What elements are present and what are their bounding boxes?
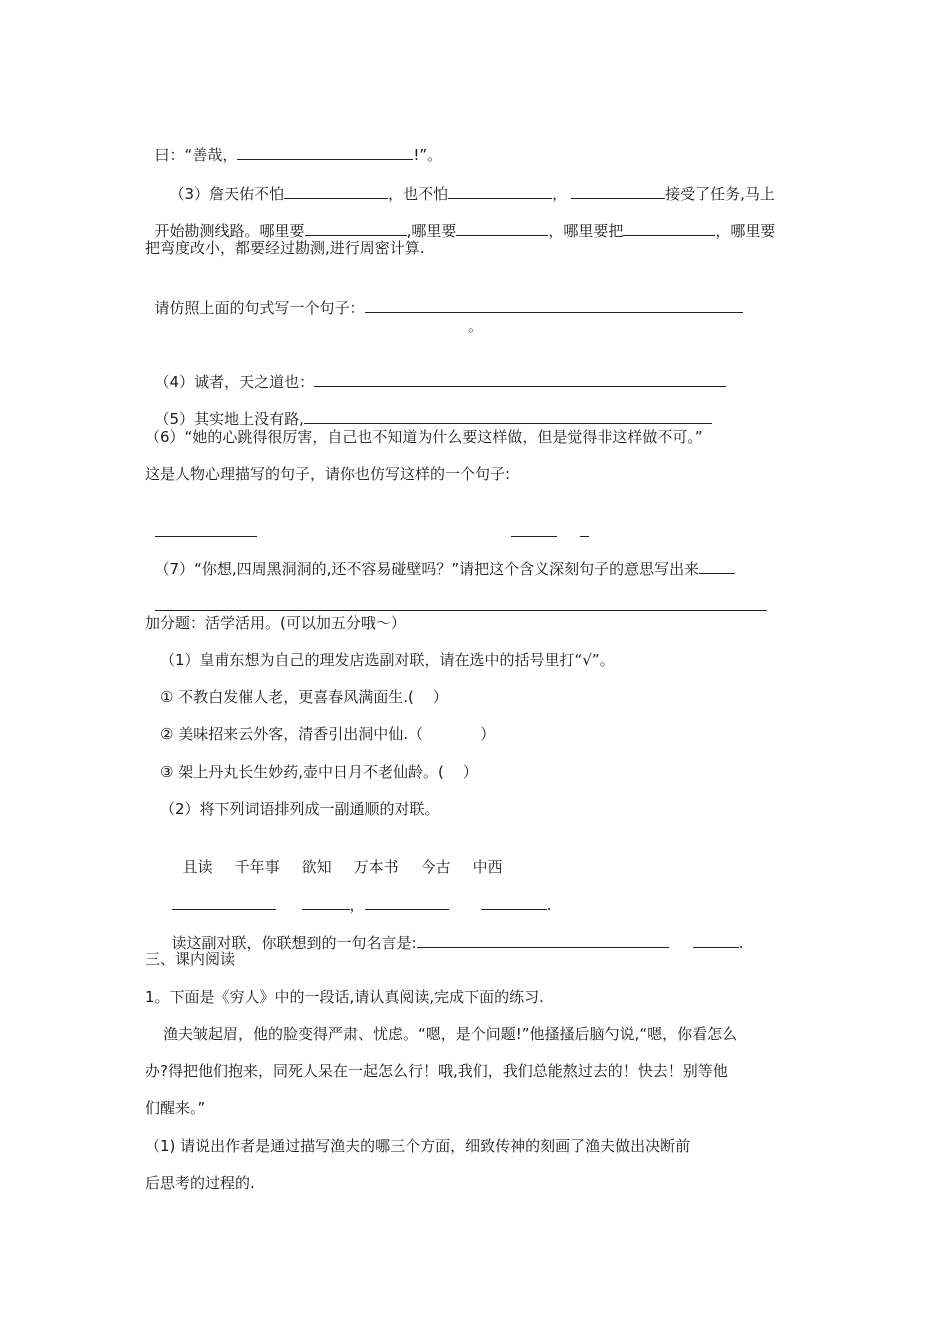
answer-blank[interactable] bbox=[580, 522, 589, 537]
word-item: 今古 bbox=[420, 858, 451, 876]
answer-blank[interactable] bbox=[448, 184, 552, 199]
word-item: 欲知 bbox=[301, 858, 332, 876]
text: （4）诚者，天之道也： bbox=[154, 373, 315, 391]
text: ,哪里要 bbox=[406, 222, 457, 240]
answer-blank[interactable] bbox=[481, 895, 547, 910]
text: 开始勘测线路。哪里要 bbox=[154, 222, 305, 240]
text: ， bbox=[552, 185, 568, 203]
text: ，也不怕 bbox=[388, 185, 449, 203]
section-heading: 三、课内阅读 bbox=[145, 950, 236, 968]
answer-blank[interactable] bbox=[304, 409, 712, 424]
answer-blank[interactable] bbox=[305, 221, 407, 236]
passage-line-3: 们醒来。” bbox=[145, 1099, 206, 1117]
text: ，哪里要把 bbox=[548, 222, 624, 240]
word-item: 中西 bbox=[472, 858, 503, 876]
question-7 bbox=[145, 539, 735, 578]
passage-line-2: 办?得把他们抱来，同死人呆在一起怎么行！哦,我们，我们总能熬过去的！快去！别等他 bbox=[145, 1062, 728, 1080]
word-list bbox=[173, 837, 503, 876]
answer-blank[interactable] bbox=[155, 596, 767, 611]
text: . bbox=[546, 896, 552, 914]
bonus-q2: （2）将下列词语排列成一副通顺的对联。 bbox=[160, 800, 440, 818]
answer-blank[interactable] bbox=[302, 895, 350, 910]
word-item: 万本书 bbox=[353, 858, 399, 876]
reading-question-1: （1) 请说出作者是通过描写渔夫的哪三个方面，细致传神的刻画了渔夫做出决断前 bbox=[145, 1137, 691, 1155]
answer-blank[interactable] bbox=[623, 221, 715, 236]
question-5 bbox=[145, 389, 712, 428]
couplet-option-1[interactable]: ① 不教白发催人老，更喜春风满面生.( ） bbox=[160, 688, 448, 706]
reading-intro: 1。下面是《穷人》中的一段话,请认真阅读,完成下面的练习. bbox=[145, 988, 544, 1006]
reading-question-1-cont: 后思考的过程的. bbox=[145, 1174, 255, 1192]
text: （7）“你想,四周黑洞洞的,还不容易碰壁吗？”请把这个含义深刻句子的意思写出来 bbox=[154, 560, 700, 578]
motto-prompt bbox=[162, 913, 744, 952]
question-6-line1: （6）“她的心跳得很厉害，自己也不知道为什么要这样做，但是觉得非这样做不可。” bbox=[145, 428, 703, 446]
answer-blank[interactable] bbox=[365, 298, 743, 313]
answer-blank[interactable] bbox=[155, 522, 257, 537]
answer-blank[interactable] bbox=[284, 184, 388, 199]
answer-blank[interactable] bbox=[571, 184, 665, 199]
text: !”。 bbox=[413, 146, 443, 164]
text: （5）其实地上没有路, bbox=[154, 410, 304, 428]
couplet-option-3[interactable]: ③ 架上丹丸长生妙药,壶中日月不老仙龄。( ） bbox=[160, 763, 478, 781]
text: ， bbox=[349, 896, 365, 914]
question-3-line3: 把弯度改小，都要经过勘测,进行周密计算. bbox=[145, 239, 425, 257]
answer-blank[interactable] bbox=[699, 559, 735, 574]
word-item: 且读 bbox=[182, 858, 213, 876]
passage-line-1: 渔夫皱起眉，他的脸变得严肃、忧虑。“嗯，是个问题!”他搔搔后脑勺说,“嗯，你看怎么 bbox=[163, 1025, 738, 1043]
question-6-line2: 这是人物心理描写的句子，请你也仿写这样的一个句子: bbox=[145, 465, 511, 483]
answer-blank[interactable] bbox=[693, 933, 739, 948]
answer-blank[interactable] bbox=[365, 895, 449, 910]
text: 曰：“善哉， bbox=[154, 146, 238, 164]
line-shanzai bbox=[145, 125, 443, 164]
text: . bbox=[738, 934, 744, 952]
text: 读这副对联，你联想到的一句名言是: bbox=[171, 934, 417, 952]
imitate-prompt bbox=[145, 278, 743, 317]
question-3-line1 bbox=[160, 164, 775, 203]
word-item: 千年事 bbox=[234, 858, 280, 876]
question-3-line2 bbox=[145, 201, 776, 240]
bonus-heading: 加分题：活学活用。(可以加五分哦～） bbox=[145, 614, 406, 632]
text: （3）詹天佑不怕 bbox=[169, 185, 285, 203]
question-6-blanks bbox=[145, 502, 589, 522]
answer-blank[interactable] bbox=[172, 895, 276, 910]
question-4 bbox=[145, 352, 726, 391]
answer-blank[interactable] bbox=[417, 933, 669, 948]
bonus-q1: （1）皇甫东想为自己的理发店选副对联，请在选中的括号里打“√”。 bbox=[160, 651, 615, 669]
couplet-answer-blanks bbox=[162, 875, 552, 914]
answer-blank[interactable] bbox=[511, 522, 557, 537]
text: 请仿照上面的句式写一个句子： bbox=[154, 299, 365, 317]
question-7-answer-line bbox=[145, 576, 767, 596]
couplet-option-2[interactable]: ② 美味招来云外客，清香引出洞中仙.（ ） bbox=[160, 725, 496, 743]
period-mark: 。 bbox=[468, 317, 484, 335]
answer-blank[interactable] bbox=[237, 145, 413, 160]
text: 接受了任务,马上 bbox=[665, 185, 775, 203]
answer-blank[interactable] bbox=[314, 372, 726, 387]
answer-blank[interactable] bbox=[456, 221, 548, 236]
text: ，哪里要 bbox=[715, 222, 776, 240]
